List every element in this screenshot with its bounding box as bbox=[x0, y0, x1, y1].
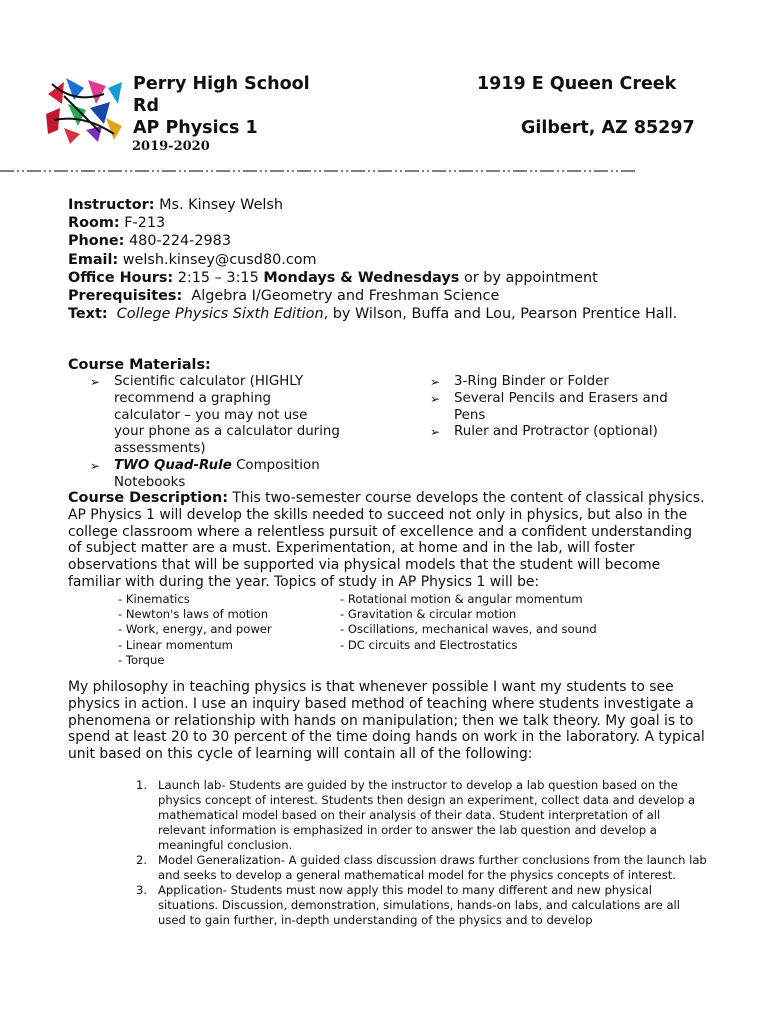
phone-line: Phone: 480-224-2983 bbox=[68, 233, 231, 250]
email-line: Email: welsh.kinsey@cusd80.com bbox=[68, 251, 317, 268]
list-item: ➢ Ruler and Protractor (optional) bbox=[430, 424, 690, 441]
teaching-philosophy: My philosophy in teaching physics is that whenever possible I want my students to see physics in action. I use an inquiry based method of teaching where students investigate a phenomena or relationship with hands on manipulation; then we talk theory. My goal is to spend at least 20 to 30 percent of the time doing hands on work in the laboratory. A typical unit based on this cycle of learning will contain all of the following: bbox=[68, 679, 705, 763]
list-item: - Kinematics bbox=[118, 592, 190, 606]
text-line: Text: College Physics Sixth Edition, by Wilson, Buffa and Lou, Pearson Prentice Hall. bbox=[68, 306, 678, 323]
list-item: ➢ Several Pencils and Erasers and Pens bbox=[430, 391, 690, 425]
topics-list-right bbox=[340, 592, 640, 653]
school-street-address: 1919 E Queen Creek bbox=[477, 74, 677, 94]
room-line: Room: F-213 bbox=[68, 215, 166, 232]
prerequisites-line: Prerequisites: Algebra I/Geometry and Freshman Science bbox=[68, 288, 500, 305]
materials-list-right bbox=[430, 374, 690, 441]
materials-list-left bbox=[90, 374, 340, 492]
course-info bbox=[68, 196, 708, 323]
list-item: - Oscillations, mechanical waves, and sound bbox=[340, 622, 597, 637]
course-materials-title: Course Materials: bbox=[68, 357, 211, 373]
school-logo-icon bbox=[44, 74, 124, 146]
school-name: Perry High School bbox=[133, 74, 310, 94]
list-item: - Torque bbox=[118, 652, 165, 667]
list-item: - Linear momentum bbox=[118, 637, 233, 652]
list-item: - Gravitation & circular motion bbox=[340, 607, 517, 622]
topics-list-left bbox=[118, 592, 338, 668]
list-item: 3. Application- Students must now apply this model to many different and new physical situations. Discussion, demonstration, simulations, hands-on labs, and calculations are all used to gain further, in-depth understanding of the physics and to develop bbox=[136, 883, 680, 927]
list-item: ➢ TWO Quad-Rule Composition Notebooks bbox=[90, 458, 340, 492]
school-address-continued: Rd bbox=[133, 96, 160, 116]
list-item: - Rotational motion & angular momentum bbox=[340, 592, 583, 606]
list-item: 2. Model Generalization- A guided class discussion draws further conclusions from the launch lab and seeks to develop a general mathematical model for the physics concepts of interest. bbox=[136, 853, 707, 882]
course-name: AP Physics 1 bbox=[133, 118, 258, 138]
office-hours-line: Office Hours: 2:15 – 3:15 Mondays & Wednesdays or by appointment bbox=[68, 269, 598, 286]
header-divider bbox=[0, 167, 636, 175]
list-item: - Work, energy, and power bbox=[118, 622, 272, 637]
list-item: 1. Launch lab- Students are guided by the instructor to develop a lab question based on the physics concept of interest. Students then design an experiment, collect data and develop a mathematical model based on their analysis of their data. Student interpretation of all relevant information is emphasized in order to answer the lab question and develop a meaningful conclusion. bbox=[136, 778, 696, 852]
instructor-line: Instructor: Ms. Kinsey Welsh bbox=[68, 197, 284, 213]
list-item: - Newton's laws of motion bbox=[118, 607, 269, 622]
list-item: ➢ Scientific calculator (HIGHLY recommend a graphing calculator – you may not use your phone as a calculator during assessments) bbox=[90, 374, 340, 458]
list-item: ➢ 3-Ring Binder or Folder bbox=[430, 374, 690, 391]
school-year: 2019-2020 bbox=[132, 139, 210, 154]
email-link[interactable]: welsh.kinsey@cusd80.com bbox=[122, 251, 317, 268]
school-city-state: Gilbert, AZ 85297 bbox=[521, 118, 695, 138]
list-item: - DC circuits and Electrostatics bbox=[340, 637, 518, 652]
learning-cycle-list bbox=[136, 778, 711, 928]
course-description: Course Description: This two-semester course develops the content of classical physics. AP Physics 1 will develop the skills needed to succeed not only in physics, but also in the college classroom where a relentless pursuit of excellence and a confident understanding of subject matter are a must. Experimentation, at home and in the lab, will foster observations that will be supported via physical models that the student will become familiar with during the year. Topics of study in AP Physics 1 will be: bbox=[68, 490, 705, 590]
